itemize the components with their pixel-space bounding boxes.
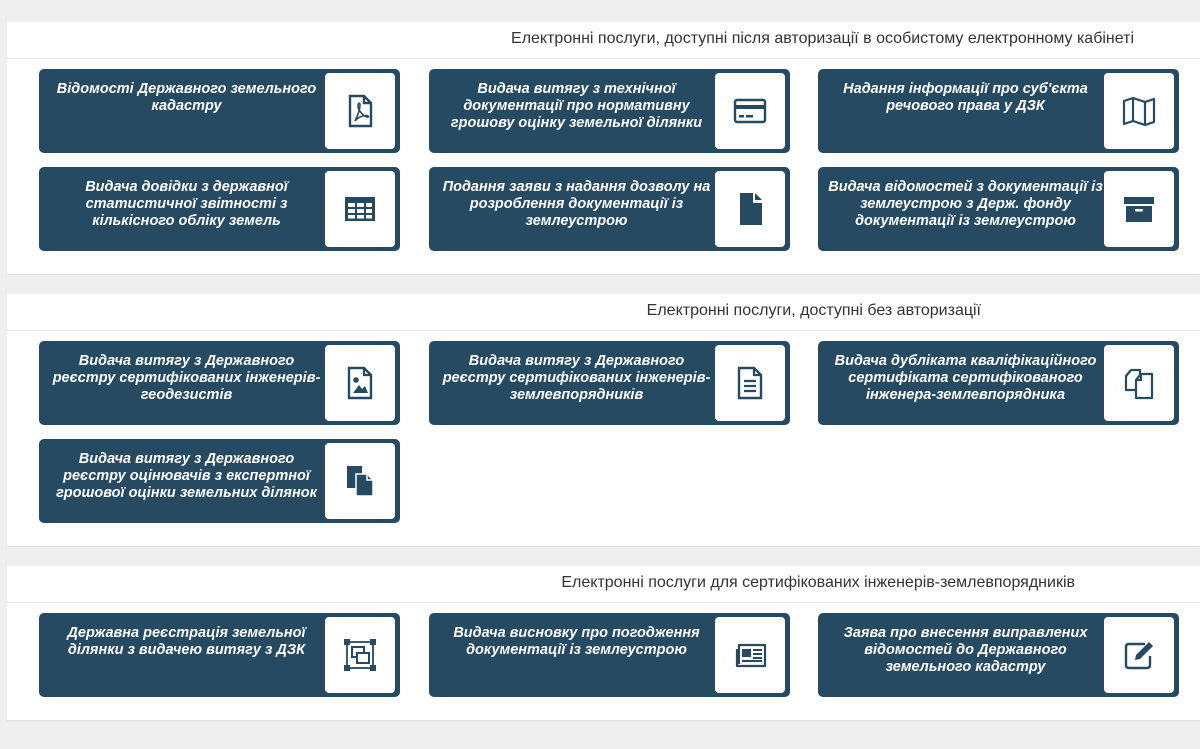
card-label: Державна реєстрація земельної ділянки з видачею витягу з ДЗК	[67, 625, 306, 658]
service-card-land-plot-registration[interactable]	[39, 613, 400, 697]
image-file-icon	[325, 345, 395, 421]
service-card-land-docs-fund[interactable]	[818, 167, 1179, 251]
credit-card-icon	[715, 73, 785, 149]
service-card-certificate-duplicate[interactable]	[818, 341, 1179, 425]
card-label: Надання інформації про суб'єкта речового права у ДЗК	[843, 81, 1088, 114]
table-icon	[325, 171, 395, 247]
service-card-ngo-extract[interactable]	[429, 69, 790, 153]
service-card-rights-holder-info[interactable]	[818, 69, 1179, 153]
section-header	[7, 294, 1200, 331]
section-header	[7, 566, 1200, 603]
newspaper-icon	[715, 617, 785, 693]
card-label: Заява про внесення виправлених відомостей до Державного земельного кадастру	[843, 625, 1088, 675]
edit-icon	[1104, 617, 1174, 693]
card-label: Видача відомостей з документації із землеустрою з Держ. фонду документації із землеустрою	[828, 179, 1103, 229]
files-icon	[325, 443, 395, 519]
card-label: Видача витягу з технічної документації про нормативну грошову оцінку земельної ділянки	[450, 81, 703, 131]
section-header	[7, 22, 1200, 59]
section-authorized-services	[7, 22, 1200, 274]
service-card-dzk-info[interactable]	[39, 69, 400, 153]
section-title: Електронні послуги, доступні після авторизації в особистому електронному кабінеті	[511, 30, 1134, 47]
text-file-icon	[715, 345, 785, 421]
card-label: Видача дубліката кваліфікаційного сертифіката сертифікованого інженера-землевпорядника	[834, 353, 1097, 403]
card-label: Видача висновку про погодження документації із землеустрою	[453, 625, 700, 658]
service-card-cadastre-corrections[interactable]	[818, 613, 1179, 697]
map-icon	[1104, 73, 1174, 149]
file-icon	[715, 171, 785, 247]
section-public-services	[7, 294, 1200, 546]
object-group-icon	[325, 617, 395, 693]
service-card-land-surveyors-registry[interactable]	[429, 341, 790, 425]
service-card-approval-conclusion[interactable]	[429, 613, 790, 697]
card-label: Видача витягу з Державного реєстру сертифікованих інженерів-геодезистів	[52, 353, 321, 403]
card-label: Подання заяви з надання дозволу на розроблення документації із землеустрою	[442, 179, 711, 229]
card-label: Відомості Державного земельного кадастру	[56, 81, 317, 114]
card-label: Видача витягу з Державного реєстру оцінювачів з експертної грошової оцінки земельних ділянок	[56, 451, 317, 501]
service-card-appraisers-registry[interactable]	[39, 439, 400, 523]
section-certified-engineers-services	[7, 566, 1200, 720]
copy-icon	[1104, 345, 1174, 421]
card-label: Видача витягу з Державного реєстру сертифікованих інженерів-землевпорядників	[442, 353, 711, 403]
archive-icon	[1104, 171, 1174, 247]
service-card-statistics-certificate[interactable]	[39, 167, 400, 251]
service-card-permit-application[interactable]	[429, 167, 790, 251]
section-title: Електронні послуги для сертифікованих інженерів-землевпорядників	[561, 574, 1075, 591]
service-card-geodesists-registry[interactable]	[39, 341, 400, 425]
card-label: Видача довідки з державної статистичної звітності з кількісного обліку земель	[85, 179, 288, 229]
section-title: Електронні послуги, доступні без авторизації	[646, 302, 981, 319]
pdf-file-icon	[325, 73, 395, 149]
